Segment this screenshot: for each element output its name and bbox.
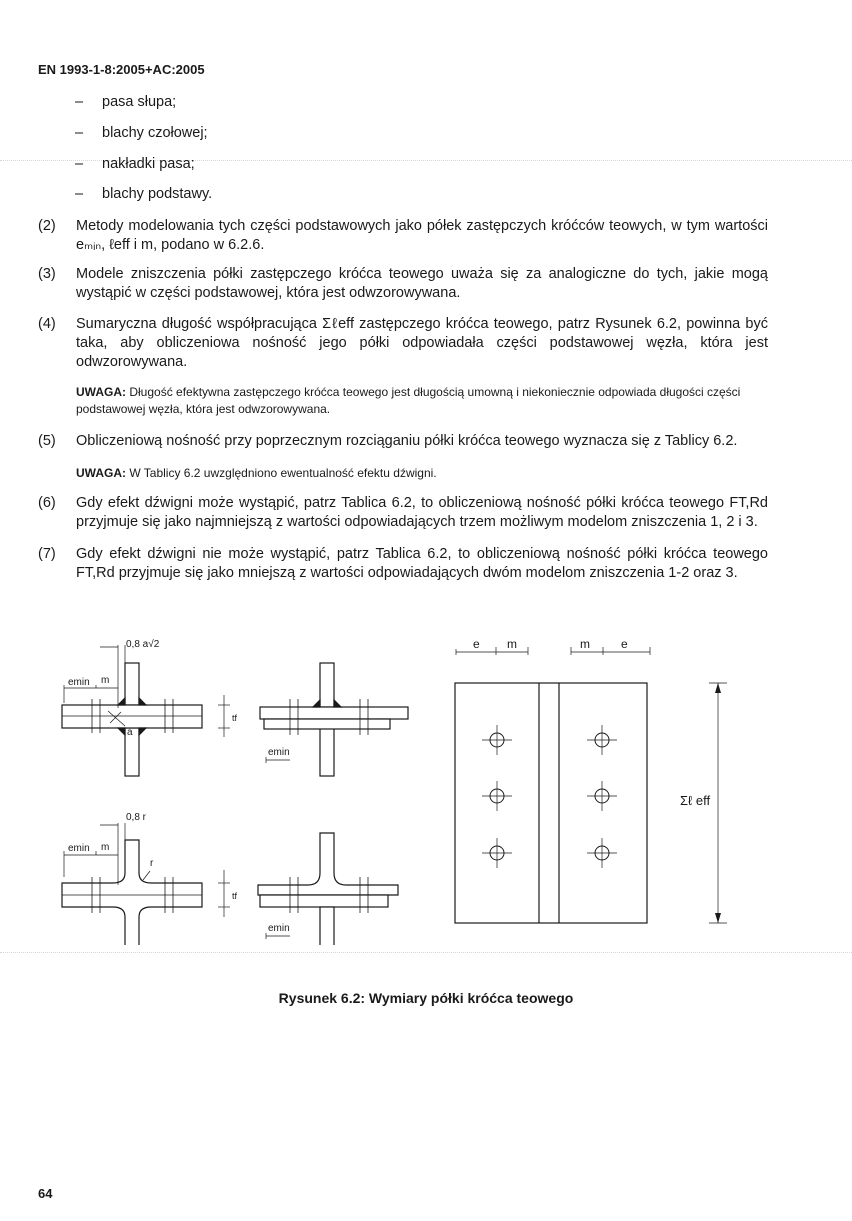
label-m: m xyxy=(507,637,517,651)
label-emin: emin xyxy=(68,677,90,688)
welded-end-plate-diagram xyxy=(260,663,408,776)
label-m: m xyxy=(101,842,110,853)
page-number: 64 xyxy=(38,1186,53,1201)
note-1: UWAGA: Długość efektywna zastępczego króćca teowego jest długością umowną i niekoniecznie odpowiada długości części podstawowej węzła, która jest odwzorowywana. xyxy=(76,385,741,416)
bullet-item: – blachy czołowej; xyxy=(75,125,208,141)
label-r: r xyxy=(150,858,154,869)
bullet-item: – blachy podstawy. xyxy=(75,186,213,202)
label-a: a xyxy=(127,727,133,738)
label-08a: 0,8 a√2 xyxy=(126,639,160,650)
label-emin: emin xyxy=(268,923,290,934)
figure-t-stub-dimensions xyxy=(0,615,852,945)
bullet-item: – pasa słupa; xyxy=(75,94,177,110)
paragraph-4: (4) Sumaryczna długość współpracująca Σℓeff zastępczego króćca teowego, patrz Rysunek 6.2, powinna być taka, aby obliczeniowa nośność jego półki odpowiadała części podstawowej węzła, która jest odwzorowywana. xyxy=(38,316,768,370)
label-e: e xyxy=(621,637,628,651)
note-2: UWAGA: W Tablicy 6.2 uwzględniono ewentualność efektu dźwigni. xyxy=(76,466,437,480)
label-sum-leff: Σℓ eff xyxy=(680,793,711,808)
paragraph-6: (6) Gdy efekt dźwigni może wystąpić, patrz Tablica 6.2, to obliczeniową nośność półki króćca teowego FT,Rd przyjmuje się jako najmniejszą z wartości odpowiadających trzem możliwym modelom zniszczenia 1, 2 i 3. xyxy=(38,495,768,530)
label-m: m xyxy=(580,637,590,651)
flange-plan-view xyxy=(455,647,727,923)
bullet-item: – nakładki pasa; xyxy=(75,156,195,172)
paragraph-3: (3) Modele zniszczenia półki zastępczego króćca teowego uważa się za analogiczne do tych, jakie mogą wystąpić w części podstawowej, która jest odwzorowywana. xyxy=(38,266,768,301)
figure-caption: Rysunek 6.2: Wymiary półki króćca teowego xyxy=(278,990,574,1006)
paragraph-2: (2) Metody modelowania tych części podstawowych jako półek zastępczych króćców teowych, w tym wartości eₘᵢₙ, ℓeff i m, podano w 6.2.6. xyxy=(38,218,768,253)
rolled-section-diagram xyxy=(62,823,230,945)
paragraph-5: (5) Obliczeniową nośność przy poprzecznym rozciąganiu półki króćca teowego wyznacza się z Tablicy 6.2. xyxy=(38,433,738,449)
label-e: e xyxy=(473,637,480,651)
paragraph-7: (7) Gdy efekt dźwigni nie może wystąpić, patrz Tablica 6.2, to obliczeniową nośność półki króćca teowego FT,Rd przyjmuje się jako mniejszą z wartości odpowiadających dwóm modelom zniszczenia 1-2 oraz 3. xyxy=(38,546,768,581)
document-code: EN 1993-1-8:2005+AC:2005 xyxy=(38,62,205,77)
welded-section-diagram xyxy=(62,645,230,776)
label-tf: tf xyxy=(232,891,238,901)
label-emin: emin xyxy=(268,747,290,758)
label-tf: tf xyxy=(232,713,238,723)
scan-guide-line xyxy=(0,952,852,953)
label-08r: 0,8 r xyxy=(126,812,147,823)
label-emin: emin xyxy=(68,843,90,854)
label-m: m xyxy=(101,675,110,686)
